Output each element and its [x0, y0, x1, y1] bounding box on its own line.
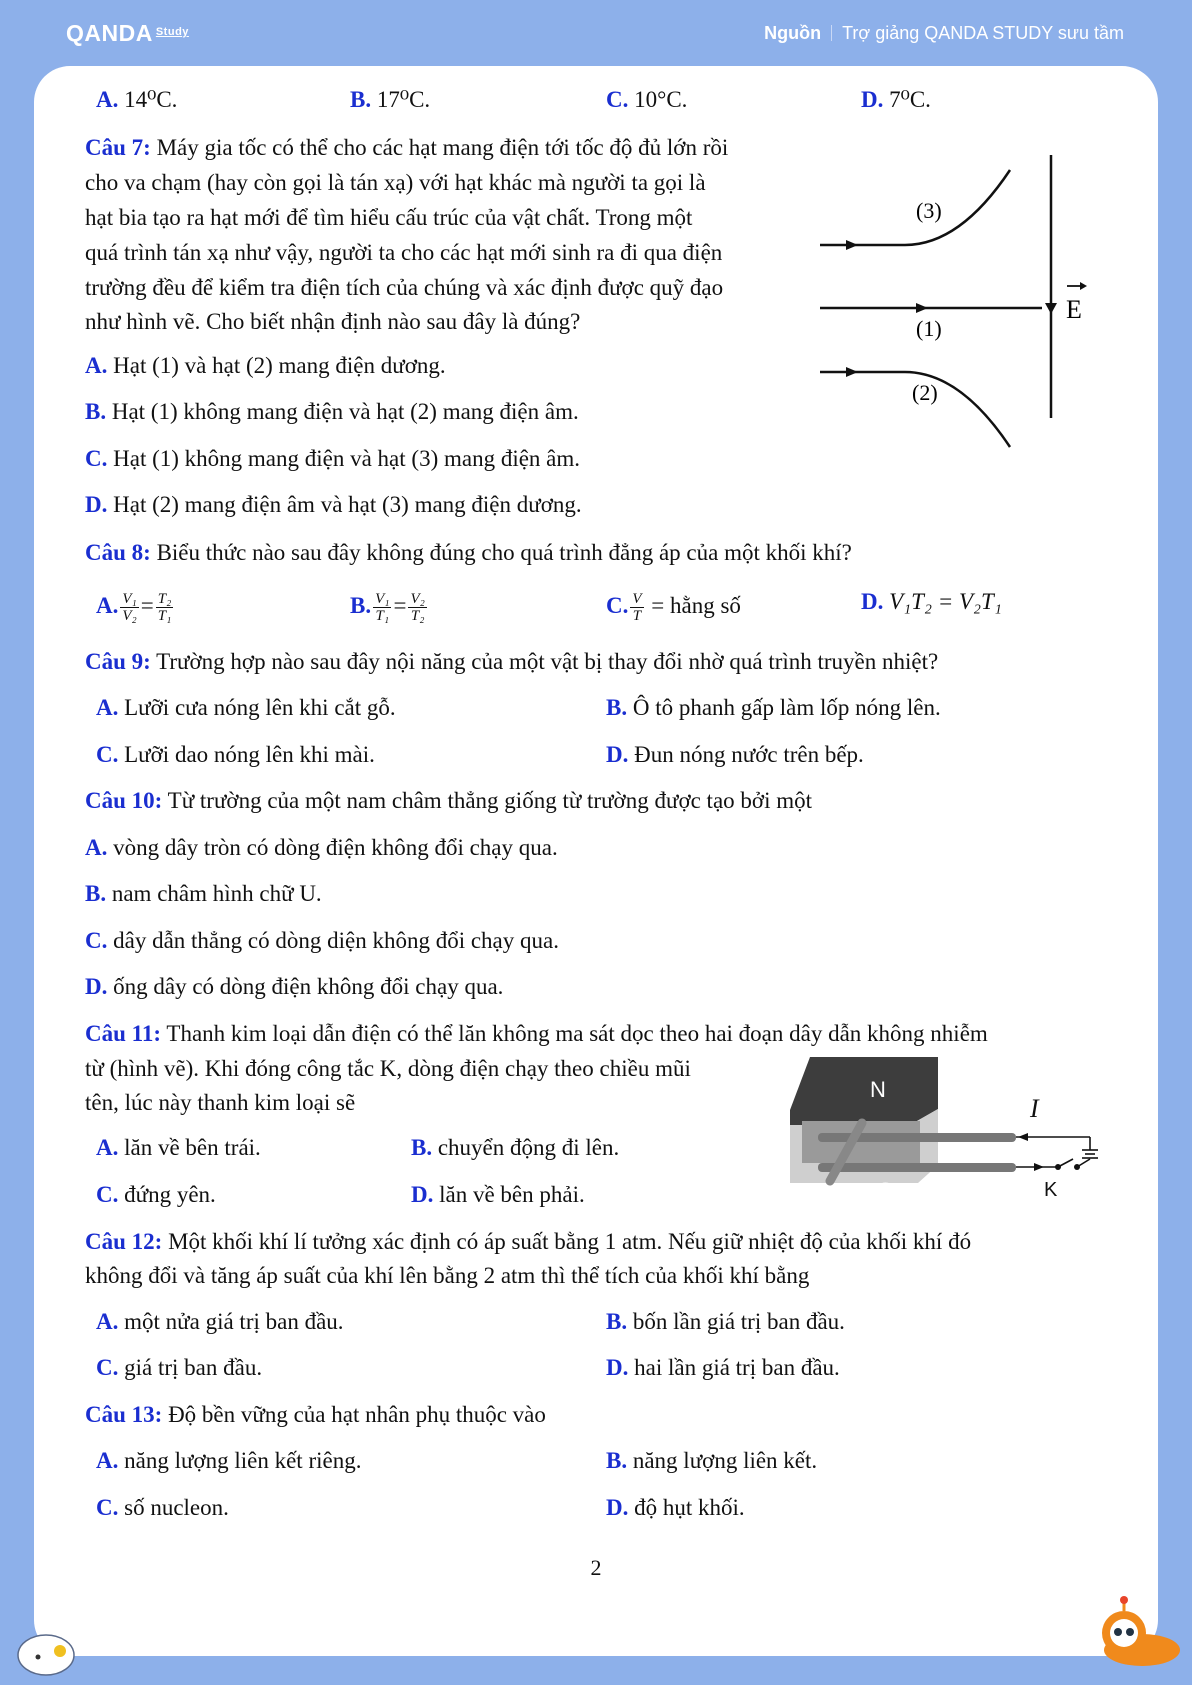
trajectory-arrow-icon	[916, 303, 928, 313]
label-1: (1)	[916, 316, 942, 341]
q13-option-b: B. năng lượng liên kết.	[606, 1448, 818, 1473]
q12-option-a: A. một nửa giá trị ban đầu.	[96, 1309, 344, 1334]
q10-option-a: A. vòng dây tròn có dòng điện không đổi chạy qua.	[85, 835, 558, 860]
q11-stem-line: từ (hình vẽ). Khi đóng công tắc K, dòng điện chạy theo chiều mũi	[85, 1056, 691, 1081]
qanda-logo[interactable]: QANDA $^{Study}$	[66, 20, 189, 46]
trajectory-arrow-icon	[846, 367, 858, 377]
q12-option-b: B. bốn lần giá trị ban đầu.	[606, 1309, 845, 1334]
q7-trajectory-figure	[810, 150, 1100, 455]
current-arrow-icon	[1034, 1163, 1044, 1171]
q8-option-b: B. $\frac{\text{V₁}}{\text{T₁}}$ = $\frac{\text{V₂}}{\text{T₂}}$	[350, 591, 425, 624]
q8-option-a: A. $\frac{\text{V₁}}{\text{V₂}}$ = $\frac{\text{T₂}}{\text{T₁}}$	[96, 591, 172, 624]
q6-option-b: B. 17⁰C.	[350, 87, 431, 112]
q13-option-a: A. năng lượng liên kết riêng.	[96, 1448, 362, 1473]
q7-option-a: A. Hạt (1) và hạt (2) mang điện dương.	[85, 353, 446, 378]
q8-stem: Câu 8: Biểu thức nào sau đây không đúng cho quá trình đẳng áp của một khối khí?	[85, 540, 852, 565]
q11-stem-line: tên, lúc này thanh kim loại sẽ	[85, 1090, 356, 1115]
trajectory-arrow-icon	[846, 240, 858, 250]
q7-stem-line: quá trình tán xạ như vậy, người ta cho các hạt mới sinh ra đi qua điện	[85, 240, 723, 265]
vector-arrow-icon	[1080, 282, 1087, 290]
q7-stem-line: như hình vẽ. Cho biết nhận định nào sau đây là đúng?	[85, 309, 581, 334]
magnet-north	[790, 1057, 938, 1125]
q7-stem-line: cho va chạm (hay còn gọi là tán xạ) với hạt khác mà người ta gọi là	[85, 170, 706, 195]
q6-option-c: C. 10°C.	[606, 87, 688, 112]
q9-option-b: B. Ô tô phanh gấp làm lốp nóng lên.	[606, 695, 941, 720]
switch-k	[1058, 1159, 1073, 1167]
north-label: N	[870, 1077, 886, 1102]
q11-option-a: A. lăn về bên trái.	[96, 1135, 261, 1160]
q12-stem-line: không đổi và tăng áp suất của khí lên bằng 2 atm thì thể tích của khối khí bằng	[85, 1263, 810, 1288]
trajectory-3	[820, 170, 1010, 245]
q7-option-d: D. Hạt (2) mang điện âm và hạt (3) mang điện dương.	[85, 492, 582, 517]
q13-option-c: C. số nucleon.	[96, 1495, 229, 1520]
current-arrow-icon	[1018, 1133, 1028, 1141]
current-label: I	[1030, 1094, 1039, 1123]
q6-option-a: A. 14⁰C.	[96, 87, 178, 112]
q11-stem-line: Câu 11: Thanh kim loại dẫn điện có thể lăn không ma sát dọc theo hai đoạn dây dẫn không nhiễm	[85, 1021, 988, 1046]
q9-stem: Câu 9: Trường hợp nào sau đây nội năng của một vật bị thay đổi nhờ quá trình truyền nhiệt?	[85, 649, 939, 674]
q7-stem-line: trường đều để kiểm tra điện tích của chúng và xác định được quỹ đạo	[85, 275, 724, 300]
q7-option-c: C. Hạt (1) không mang điện và hạt (3) mang điện âm.	[85, 446, 581, 471]
page-number: 2	[590, 1555, 602, 1580]
q10-option-b: B. nam châm hình chữ U.	[85, 881, 322, 906]
q7-stem-line: Câu 7: Máy gia tốc có thể cho các hạt mang điện tới tốc độ đủ lớn rồi	[85, 135, 729, 160]
q9-option-d: D. Đun nóng nước trên bếp.	[606, 742, 864, 767]
rail-bottom	[818, 1163, 1016, 1172]
label-2: (2)	[912, 380, 938, 405]
q13-stem: Câu 13: Độ bền vững của hạt nhân phụ thuộc vào	[85, 1402, 546, 1427]
q11-option-c: C. đứng yên.	[96, 1182, 216, 1207]
label-3: (3)	[916, 198, 942, 223]
q10-option-d: D. ống dây có dòng điện không đổi chạy qua.	[85, 974, 504, 999]
q10-option-c: C. dây dẫn thẳng có dòng diện không đổi chạy qua.	[85, 928, 559, 953]
q7-option-b: B. Hạt (1) không mang điện và hạt (2) mang điện âm.	[85, 399, 579, 424]
q11-magnet-rail-figure	[790, 1055, 1105, 1215]
q8-option-c: C. $\frac{V}{T}$ = hằng số	[606, 591, 741, 624]
q9-option-a: A. Lưỡi cưa nóng lên khi cắt gỗ.	[96, 695, 396, 720]
switch-label: K	[1044, 1179, 1058, 1201]
q7-stem-line: hạt bia tạo ra hạt mới để tìm hiểu cấu trúc của vật chất. Trong một	[85, 205, 693, 230]
field-arrow-icon	[1045, 303, 1057, 314]
bottom-bar	[0, 1656, 1192, 1685]
q8-option-d: D. V₁T₂ = V₂T₁	[861, 589, 1002, 614]
q12-option-d: D. hai lần giá trị ban đầu.	[606, 1355, 840, 1380]
q12-stem-line: Câu 12: Một khối khí lí tưởng xác định có áp suất bằng 1 atm. Nếu giữ nhiệt độ của khối khí đó	[85, 1229, 972, 1254]
q13-option-d: D. độ hụt khối.	[606, 1495, 745, 1520]
q9-option-c: C. Lưỡi dao nóng lên khi mài.	[96, 742, 375, 767]
south-label: S	[878, 1178, 893, 1203]
source-credit: Nguồn Trợ giảng QANDA STUDY sưu tầm	[764, 23, 1124, 43]
field-label: E	[1066, 295, 1082, 324]
header-bar	[0, 0, 1192, 66]
q11-option-d: D. lăn về bên phải.	[411, 1182, 585, 1207]
q6-option-d: D. 7⁰C.	[861, 87, 931, 112]
q11-option-b: B. chuyển động đi lên.	[411, 1135, 620, 1160]
q10-stem: Câu 10: Từ trường của một nam châm thẳng giống từ trường được tạo bởi một	[85, 788, 812, 813]
q12-option-c: C. giá trị ban đầu.	[96, 1355, 263, 1380]
